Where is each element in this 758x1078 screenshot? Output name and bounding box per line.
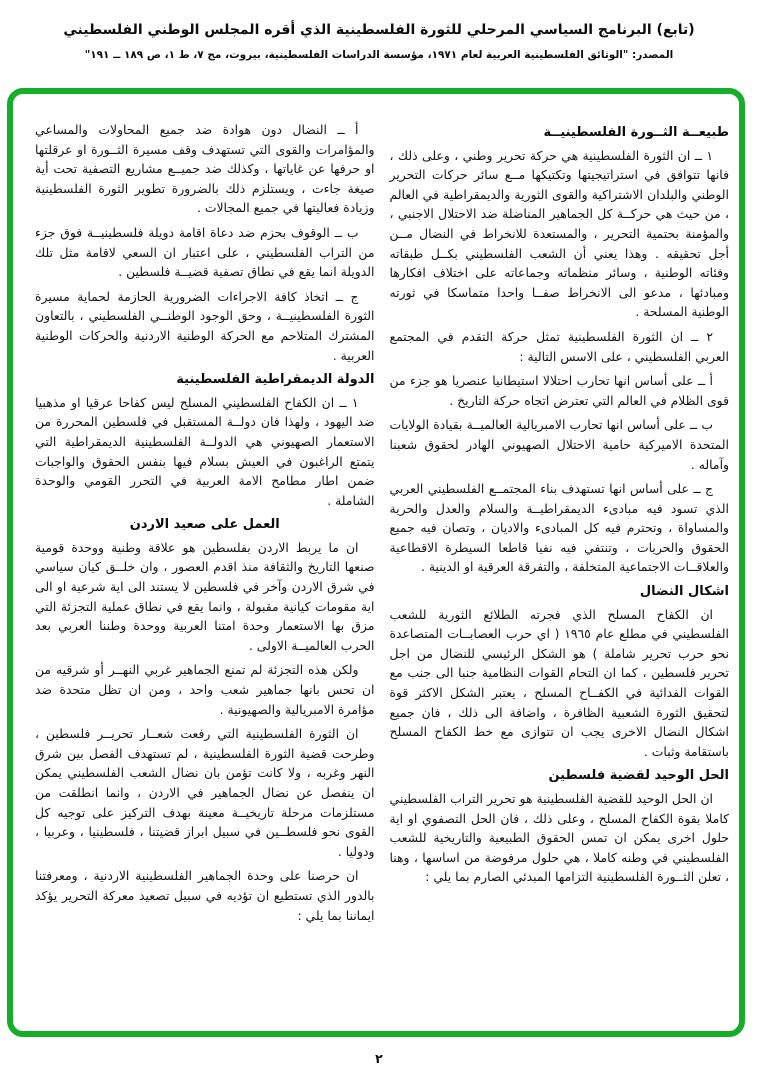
paragraph: ولكن هذه التجزئة لم تمنع الجماهير غربي النهــر أو شرقيه من ان تحس بانها جماهير شعب واحد ، ومن ان تظل متحدة ضد مؤامرة الامبريالية والصهيونية . <box>35 662 375 717</box>
paragraph: ان الثورة الفلسطينية التي رفعت شعــار تحريــر فلسطين ، وطرحت قضية الثورة الفلسطينية ، لم تستهدف الفصل بين شرق النهر وغربه ، ولا كانت تؤمن بان نضال الشعب الفلسطيني يمكن ان ينفصل عن نضال الجماهير في الاردن ، وانما انطلقت من مستلزمات مرحلة تاريخيــة معينة بهدف التركيز على توجيه كل القوى نحو فلسطــين في سبيل ابراز قضيتنا ، فلسطينيا ، وعربيا ، ودوليا . <box>35 726 375 859</box>
column-right <box>390 120 730 930</box>
paragraph: ١ ــ ان الثورة الفلسطينية هي حركة تحرير وطني ، وعلى ذلك ، فانها تتوافق في استراتيجيتها وتكتيكها مــع سائر حركات التحرير الوطني والبلدان الاشتراكية والقوى الثورية والديمقراطية في العالم ، من حيث هي حركــة كل الجماهير المناضلة ضد الاحتلال الاجنبي ، والمؤمنة بحتمية التحرير ، والمستعدة للانخراط في النضال مــن أجل تحقيقه . وهذا يعني أن الشعب الفلسطيني بكــل طبقاته وفئاته الوطنية ، وسائر منظماته وجماعاته على اختلاف افكارها ومبادئها ، مدعو الى الانخراط صفــا واحدا متماسكا في ثورته الوطنية المسلحة . <box>389 147 729 320</box>
section-heading-forms-of-struggle: اشكال النضال <box>639 584 729 600</box>
paragraph: أ ــ النضال دون هوادة ضد جميع المحاولات والمساعي والمؤامرات والقوى التي تستهدف وقف مسيرة الثــورة او عرقلتها او حرفها عن غاياتها ، وكذلك ضد جميــع مشاريع التصفية تحت أية صيغة جاءت ، ويستلزم ذلك بالضرورة تطوير الثورة الفلسطينية وزيادة فعاليتها في جميع المجالات . <box>35 122 375 216</box>
section-heading-work-in-jordan: العمل على صعيد الاردن <box>129 517 280 533</box>
paragraph: ان الكفاح المسلح الذي فجرته الطلائع الثورية للشعب الفلسطيني في مطلع عام ١٩٦٥ ( اي حرب العصابــات المتصاعدة نحو حرب تحرير شاملة ) هو الشكل الرئيسي للنضال من اجل تحرير فلسطين ، كما ان التحام القوات النظامية جنبا الى جنب مع القوات الفدائية في الكفــاح المسلح ، يعتبر الشكل الاكثر قوة لتحقيق الثورة الشعبية الظافرة ، واضافة الى ذلك ، فان جميع اشكال النضال الاخرى يجب ان تتوازى مع خط الكفاح المسلح باستقامة وثبات . <box>389 606 729 759</box>
page-number: ٢ <box>375 1051 383 1066</box>
paragraph: ان حرصنا على وحدة الجماهير الفلسطينية الاردنية ، ومعرفتنا بالدور الذي تستطيع ان تؤديه في سبيل تصعيد معركة التحرير يؤكد ايماننا بما يلي : <box>35 868 375 923</box>
section-heading-nature-of-revolution: طبيعــة الثــورة الفلسطينيــة <box>543 125 729 140</box>
paragraph: ج ــ اتخاذ كافة الاجراءات الضرورية الحازمة لحماية مسيرة الثورة الفلسطينيــة ، وحق الوجود الوطنــي الفلسطيني ، بالتعاون المشترك المتلاحم مع الحركة الوطنية الاردنية والحركات الوطنية العربية . <box>35 288 375 363</box>
document-header <box>0 0 758 63</box>
paragraph: ان ما يربط الاردن بفلسطين هو علاقة وطنية ووحدة قومية صنعها التاريخ والثقافة منذ اقدم العصور ، وان خلــق كيان سياسي في شرق الاردن وآخر في فلسطين لا يستند الى اية شرعية او الى اية مقومات كيانية مقبولة ، وانما يقع في نطاق عملية التجزئة التي مزق بها الاستعمار وحدة امتنا العربية ووحدة وطننا العربي بعد الحرب العالميــة الاولى . <box>35 539 375 653</box>
document-title: (تابع) البرنامج السياسي المرحلي للثورة الفلسطينية الذي أقره المجلس الوطني الفلسطيني <box>63 22 695 38</box>
paragraph: ان الحل الوحيد للقضية الفلسطينية هو تحرير التراب الفلسطيني كاملا بقوة الكفاح المسلح ، وعلى ذلك ، فان الحل التصفوي او اية حلول اخرى يمكن ان تمس الحقوق الطبيعية والتاريخية للشعب الفلسطيني في وطنه كاملا ، هي حلول مرفوضة من اساسها ، وهنا ، تعلن الثــورة الفلسطينية التزامها المبدئي الصارم بما يلي : <box>389 791 729 885</box>
green-content-frame <box>7 88 745 1037</box>
section-heading-only-solution: الحل الوحيد لقضية فلسطين <box>548 768 729 784</box>
document-source-citation: المصدر: "الوثائق الفلسطينية العربية لعام ١٩٧١، مؤسسة الدراسات الفلسطينية، بيروت، مج ٧، ط ١، ص ١٨٩ ــ ١٩١" <box>84 49 674 61</box>
section-heading-democratic-state: الدولة الديمقراطية الفلسطينية <box>176 372 375 388</box>
paragraph: ب ــ الوقوف بحزم ضد دعاة اقامة دويلة فلسطينيــة فوق جزء من التراب الفلسطيني ، على اعتبار ان السعي لاقامة مثل تلك الدويلة انما يقع في نطاق تصفية قضيــة فلسطين . <box>35 224 375 280</box>
paragraph: ج ــ على أساس انها تستهدف بناء المجتمــع الفلسطيني العربي الذي تسود فيه مبادىء الديمقراطيــة والسلام والعدل والحرية والمساواة ، وتحترم فيه كل المبادىء والاديان ، وتصان فيه جميع الحقوق والحريات ، وتنتفي فيه نفيا قاطعا السيطرة الاقطاعية والعلاقــات الاجتماعية المتخلفة ، والتفرقة العرقية او الدينية . <box>389 481 729 575</box>
paragraph: أ ــ على أساس انها تحارب احتلالا استيطانيا عنصريا هو جزء من قوى الظلام في العالم التي تعترض اتجاه حركة التاريخ . <box>389 373 729 408</box>
paragraph: ب ــ على أساس انها تحارب الامبريالية العالميــة بقيادة الولايات المتحدة الاميركية حامية الاحتلال الصهيوني الهادر لحقوق شعبنا وآماله . <box>389 417 729 472</box>
two-column-layout <box>13 94 739 930</box>
column-left <box>35 120 375 930</box>
paragraph: ٢ ــ ان الثورة الفلسطينية تمثل حركة التقدم في المجتمع العربي الفلسطيني ، على الاسس التالية : <box>389 328 729 364</box>
paragraph: ١ ــ ان الكفاح الفلسطيني المسلح ليس كفاحا عرقيا او مذهبيا ضد اليهود ، ولهذا فان دولــة المستقبل في فلسطين المحررة من الاستعمار الصهيوني هي الدولــة الفلسطينية الديمقراطية التي يتمتع الراغبون في العيش بسلام فيها بنفس الحقوق والواجبات ضمن اطار مطامح الامة العربية في التحرر القومي والوحدة الشاملة . <box>35 394 375 508</box>
